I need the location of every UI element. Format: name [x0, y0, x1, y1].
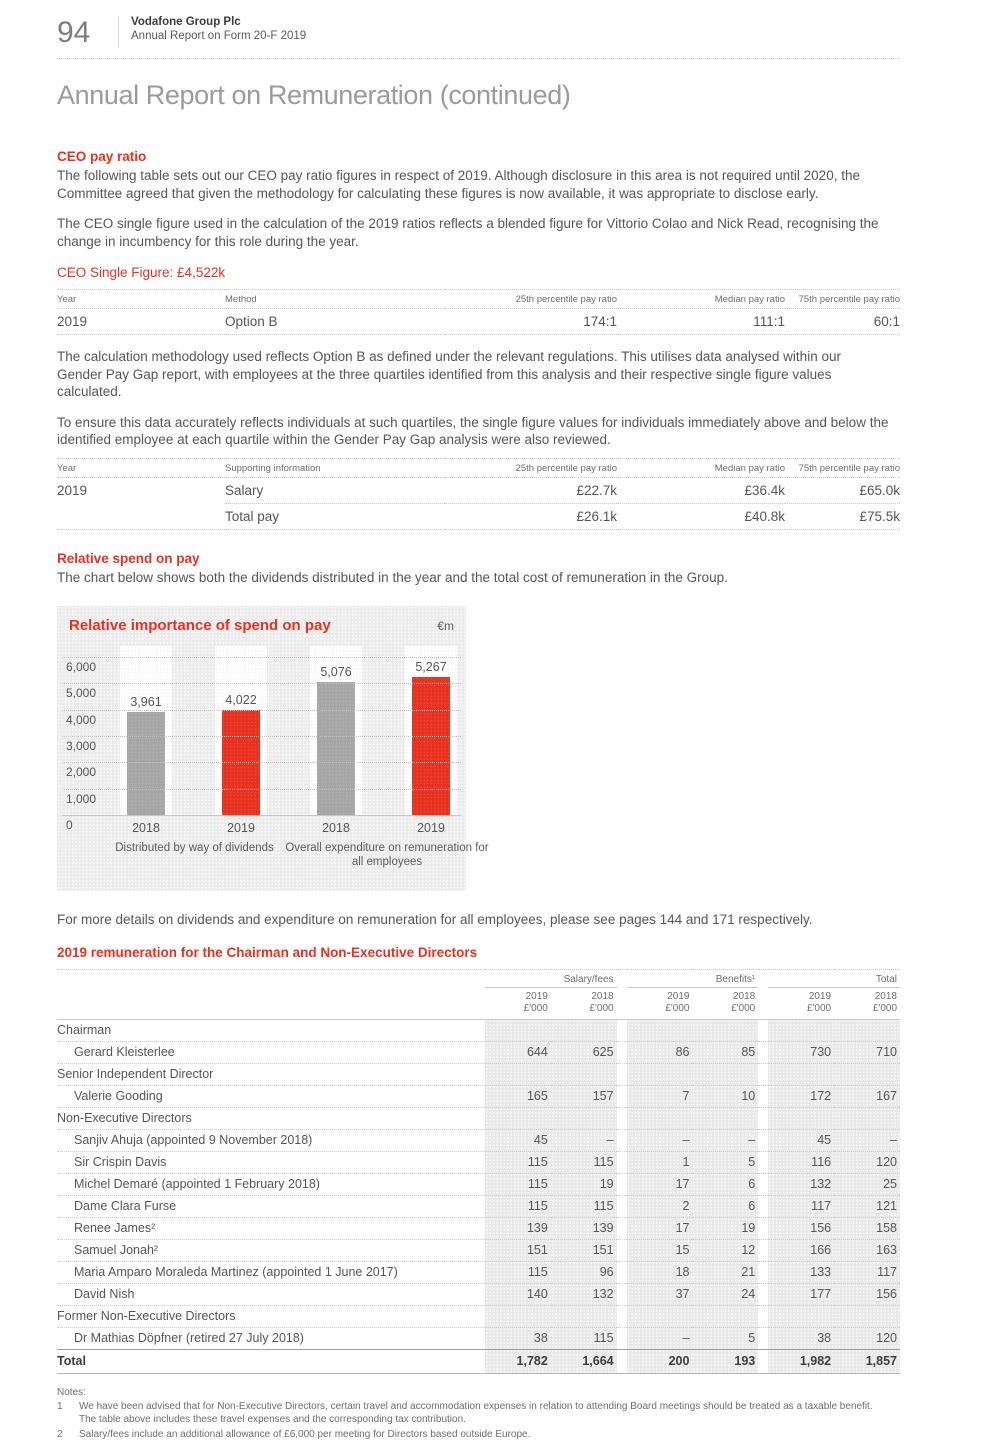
spacer-cell	[57, 969, 485, 987]
cell-value	[551, 1019, 617, 1041]
cell-ratio: 60:1	[785, 309, 900, 335]
spacer-cell	[758, 1041, 768, 1063]
spacer-cell	[617, 1085, 627, 1107]
cell-value: 86	[627, 1041, 693, 1063]
spacer-cell	[617, 1063, 627, 1085]
column-header: 2018 £'000	[551, 987, 617, 1019]
cell-value: £26.1k	[445, 503, 617, 529]
cell-value: 1	[627, 1151, 693, 1173]
spacer-cell	[617, 1151, 627, 1173]
gridline	[62, 710, 461, 711]
paragraph: The CEO single figure used in the calculation of the 2019 ratios reflects a blended figure for Vittorio Colao and Nick Read, recognising the change in incumbency for this role during the year.	[57, 216, 879, 249]
cell-value: 177	[768, 1283, 834, 1305]
cell-value: 115	[551, 1195, 617, 1217]
cell-value: 12	[692, 1239, 758, 1261]
note-item	[57, 1428, 892, 1441]
table-row	[57, 1195, 900, 1217]
cell-value: 115	[551, 1151, 617, 1173]
note-number: 1	[57, 1400, 63, 1412]
cell-value: 115	[485, 1173, 551, 1195]
cell-ratio: 111:1	[617, 309, 785, 335]
cell-value: 1,857	[834, 1349, 900, 1373]
cell-value	[627, 1107, 693, 1129]
bar-2018-remuneration	[317, 682, 355, 816]
chart-column-band	[405, 646, 457, 816]
row-label: Dr Mathias Döpfner (retired 27 July 2018)	[57, 1327, 485, 1349]
x-axis-tick-label: 2018	[132, 821, 160, 835]
header-divider	[118, 16, 119, 48]
cell-value: 85	[692, 1041, 758, 1063]
cell-value: 120	[834, 1327, 900, 1349]
spacer-cell	[758, 1283, 768, 1305]
bar-value-label: 5,267	[415, 660, 447, 675]
cell-year: 2019	[57, 309, 225, 335]
cell-value: 2	[627, 1195, 693, 1217]
gridline	[62, 683, 461, 684]
column-header: 2019 £'000	[768, 987, 834, 1019]
table-row	[57, 1129, 900, 1151]
page-number: 94	[57, 16, 91, 49]
bar-value-label: 3,961	[130, 694, 162, 709]
cell-value: 117	[834, 1261, 900, 1283]
cell-year	[57, 503, 225, 529]
cell-value: 19	[551, 1173, 617, 1195]
spacer-cell	[617, 987, 627, 1019]
spacer-cell	[758, 1261, 768, 1283]
cell-year: 2019	[57, 482, 88, 498]
row-label: Senior Independent Director	[57, 1063, 485, 1085]
cell-value: 25	[834, 1173, 900, 1195]
chart-group-captions	[57, 841, 489, 877]
table-row	[57, 1239, 900, 1261]
bar-value-label: 5,076	[320, 665, 352, 680]
cell-label: Salary	[225, 477, 445, 503]
cell-value: 625	[551, 1041, 617, 1063]
row-label: Former Non-Executive Directors	[57, 1305, 485, 1327]
spacer-cell	[758, 1217, 768, 1239]
spacer-cell	[758, 1239, 768, 1261]
spacer-cell	[57, 987, 485, 1019]
table-section-row	[57, 1305, 900, 1327]
note-number: 2	[57, 1428, 63, 1440]
row-label: Non-Executive Directors	[57, 1107, 485, 1129]
cell-value	[834, 1107, 900, 1129]
row-label: Sir Crispin Davis	[57, 1151, 485, 1173]
cell-value	[692, 1107, 758, 1129]
cell-value: £40.8k	[617, 503, 785, 529]
page-title: Annual Report on Remuneration (continued)	[57, 80, 571, 110]
table-row	[57, 1261, 900, 1283]
paragraph: The following table sets out our CEO pay ratio figures in respect of 2019. Although disclosure in this area is not required until 2020, the Committee agreed that given the methodology for calculating these figures is now available, it was appropriate to disclose early.	[57, 168, 860, 201]
cell-value	[834, 1063, 900, 1085]
row-label: Chairman	[57, 1022, 112, 1037]
x-axis-tick-label: 2018	[322, 821, 350, 835]
cell-value: 156	[834, 1283, 900, 1305]
column-header: 2018 £'000	[834, 987, 900, 1019]
section-heading-ceo-pay-ratio: CEO pay ratio	[57, 149, 147, 164]
ceo-pay-ratio-table	[57, 289, 900, 335]
cell-value: 115	[551, 1327, 617, 1349]
spacer-cell	[617, 1195, 627, 1217]
cell-value: 117	[768, 1195, 834, 1217]
cell-value	[768, 1019, 834, 1041]
x-axis-tick-label: 2019	[227, 821, 255, 835]
cell-value: 6	[692, 1173, 758, 1195]
cell-value: 116	[768, 1151, 834, 1173]
row-label: Dame Clara Furse	[57, 1195, 485, 1217]
cell-value: 132	[551, 1283, 617, 1305]
cell-value: –	[834, 1129, 900, 1151]
brand-subtitle: Annual Report on Form 20-F 2019	[131, 30, 307, 42]
cell-value: £22.7k	[445, 477, 617, 503]
column-header: Median pay ratio	[617, 458, 785, 477]
spacer-cell	[617, 1349, 627, 1373]
cell-value	[485, 1019, 551, 1041]
row-label: David Nish	[57, 1283, 485, 1305]
cell-label: Total pay	[225, 503, 445, 529]
column-header: 75th percentile pay ratio	[785, 458, 900, 477]
spacer-cell	[617, 1107, 627, 1129]
cell-value: 21	[692, 1261, 758, 1283]
cell-value: 156	[768, 1217, 834, 1239]
remuneration-table-body	[57, 1019, 900, 1373]
table-subheader-row	[57, 987, 900, 1019]
cell-value: –	[627, 1129, 693, 1151]
cell-method: Option B	[225, 309, 445, 335]
table-header-row	[57, 290, 900, 309]
cell-value	[627, 1019, 693, 1041]
spacer-cell	[617, 1019, 627, 1041]
table-row	[57, 477, 900, 503]
table-section-row	[57, 1019, 900, 1041]
cell-value	[551, 1305, 617, 1327]
cell-value: 151	[551, 1239, 617, 1261]
section-heading-relative-spend: Relative spend on pay	[57, 550, 200, 566]
table-row	[57, 503, 900, 529]
cell-value: 133	[768, 1261, 834, 1283]
gridline	[62, 657, 461, 658]
row-label: Renee James²	[57, 1217, 485, 1239]
cell-value: 644	[485, 1041, 551, 1063]
cell-value: 165	[485, 1085, 551, 1107]
note-item	[57, 1400, 892, 1426]
cell-value: 730	[768, 1041, 834, 1063]
cell-value	[768, 1107, 834, 1129]
row-label: Michel Demaré (appointed 1 February 2018)	[57, 1173, 485, 1195]
cell-value: £75.5k	[785, 503, 900, 529]
spacer-cell	[617, 1173, 627, 1195]
group-header-benefits: Benefits¹	[627, 969, 759, 987]
spacer-cell	[758, 1107, 768, 1129]
y-axis-tick-label: 1,000	[66, 791, 97, 806]
cell-value: 163	[834, 1239, 900, 1261]
table-row	[57, 309, 900, 335]
gridline	[62, 789, 461, 790]
y-axis-tick-label: 0	[66, 818, 73, 832]
cell-value	[834, 1305, 900, 1327]
bar-2019-remuneration	[412, 677, 450, 816]
cell-value: 115	[485, 1261, 551, 1283]
spacer-cell	[758, 1195, 768, 1217]
cell-value: 19	[692, 1217, 758, 1239]
cell-value	[768, 1305, 834, 1327]
chart-caption-remuneration: Overall expenditure on remuneration for all employees	[285, 842, 489, 868]
y-axis-tick-label: 2,000	[66, 765, 97, 780]
table-section-row	[57, 1063, 900, 1085]
row-label: Samuel Jonah²	[57, 1239, 485, 1261]
cell-ratio: 174:1	[445, 309, 617, 335]
column-header: 75th percentile pay ratio	[785, 290, 900, 309]
x-axis-tick-label: 2019	[417, 821, 445, 835]
column-header: Year	[57, 290, 225, 309]
ceo-single-figure: CEO Single Figure: £4,522k	[57, 265, 226, 280]
quartile-supporting-table	[57, 458, 900, 530]
cell-value	[551, 1107, 617, 1129]
gridline	[62, 736, 461, 737]
cell-value: 45	[768, 1129, 834, 1151]
cell-value: 1,982	[768, 1349, 834, 1373]
y-axis-tick-label: 4,000	[66, 712, 97, 727]
cell-value: 139	[551, 1217, 617, 1239]
cell-value: 140	[485, 1283, 551, 1305]
cell-value: 158	[834, 1217, 900, 1239]
spacer-cell	[758, 1151, 768, 1173]
cell-value	[627, 1063, 693, 1085]
cell-value: –	[692, 1129, 758, 1151]
spacer-cell	[617, 1283, 627, 1305]
cell-value: 45	[485, 1129, 551, 1151]
y-axis-tick-label: 5,000	[66, 686, 97, 701]
cell-value: 38	[485, 1327, 551, 1349]
bar-2018-dividends	[127, 712, 165, 816]
column-header: 25th percentile pay ratio	[445, 458, 617, 477]
y-axis-tick-label: 3,000	[66, 739, 97, 753]
note-text: We have been advised that for Non-Executive Directors, certain travel and accommodation expenses in relation to attending Board meetings should be treated as a taxable benefit. The table above includes these travel expenses and the corresponding tax contribution.	[79, 1400, 873, 1425]
cell-value: 7	[627, 1085, 693, 1107]
notes-section	[57, 1387, 900, 1441]
cell-value: 193	[692, 1349, 758, 1373]
cell-value: 710	[834, 1041, 900, 1063]
cell-value: £65.0k	[785, 477, 900, 503]
cell-value: £36.4k	[617, 477, 785, 503]
cell-value: 96	[551, 1261, 617, 1283]
y-axis-tick-label: 6,000	[66, 660, 97, 674]
spacer-cell	[758, 1173, 768, 1195]
cell-value: 10	[692, 1085, 758, 1107]
spacer-cell	[758, 969, 768, 987]
cell-value: 139	[485, 1217, 551, 1239]
spacer-cell	[617, 1261, 627, 1283]
cell-value: 200	[627, 1349, 693, 1373]
gridline	[62, 762, 461, 763]
spacer-cell	[617, 1217, 627, 1239]
cell-value	[834, 1019, 900, 1041]
cell-value: 18	[627, 1261, 693, 1283]
cell-value: 132	[768, 1173, 834, 1195]
cell-value	[485, 1063, 551, 1085]
table-group-header-row	[57, 969, 900, 987]
spacer-cell	[758, 1305, 768, 1327]
column-header: Year	[57, 458, 225, 477]
spacer-cell	[758, 1129, 768, 1151]
column-header: 2019 £'000	[627, 987, 693, 1019]
cell-value: 5	[692, 1151, 758, 1173]
cell-value: 172	[768, 1085, 834, 1107]
cell-value	[768, 1063, 834, 1085]
chart-column-band	[120, 646, 172, 816]
cell-value: 166	[768, 1239, 834, 1261]
cell-value: 115	[485, 1195, 551, 1217]
cell-value: 1,664	[551, 1349, 617, 1373]
cell-value	[692, 1063, 758, 1085]
column-header: Median pay ratio	[617, 290, 785, 309]
chart-title: Relative importance of spend on pay	[69, 617, 331, 634]
spacer-cell	[758, 1085, 768, 1107]
spacer-cell	[617, 969, 627, 987]
chart-unit-label: €m	[437, 619, 454, 633]
cell-value: 121	[834, 1195, 900, 1217]
page-header	[57, 0, 900, 59]
spacer-cell	[758, 1349, 768, 1373]
cell-value: 17	[627, 1217, 693, 1239]
table-section-row	[57, 1107, 900, 1129]
row-label: Valerie Gooding	[57, 1085, 485, 1107]
paragraph: The chart below shows both the dividends distributed in the year and the total cost of remuneration in the Group.	[57, 569, 728, 585]
cell-value: 17	[627, 1173, 693, 1195]
spacer-cell	[758, 1019, 768, 1041]
cell-value: 120	[834, 1151, 900, 1173]
paragraph: The calculation methodology used reflects Option B as defined under the relevant regulations. This utilises data analysed within our Gender Pay Gap report, with employees at the three quartiles identified from this analysis and their respective single figure values calculated.	[57, 349, 841, 399]
cell-value	[551, 1063, 617, 1085]
chart-header	[57, 617, 466, 634]
brand-block	[131, 16, 306, 42]
brand-name: Vodafone Group Plc	[131, 16, 241, 28]
table-row	[57, 1283, 900, 1305]
x-axis-baseline	[62, 815, 461, 816]
spacer-cell	[617, 1327, 627, 1349]
table-header-row	[57, 458, 900, 477]
table-row	[57, 1217, 900, 1239]
cell-value: 115	[485, 1151, 551, 1173]
table-total-row	[57, 1349, 900, 1373]
spacer-cell	[758, 1063, 768, 1085]
group-header-salary-fees: Salary/fees	[485, 969, 617, 987]
row-label: Sanjiv Ahuja (appointed 9 November 2018)	[57, 1129, 485, 1151]
section-heading-remuneration: 2019 remuneration for the Chairman and Non-Executive Directors	[57, 944, 478, 960]
column-header: Method	[225, 290, 445, 309]
table-row	[57, 1041, 900, 1063]
row-label: Maria Amparo Moraleda Martinez (appointed 1 June 2017)	[57, 1261, 485, 1283]
cell-value: 38	[768, 1327, 834, 1349]
paragraph: To ensure this data accurately reflects individuals at such quartiles, the single figure values for individuals immediately above and below the identified employee at each quartile within the Gender Pay Gap analysis were also reviewed.	[57, 414, 889, 447]
cell-value	[692, 1019, 758, 1041]
cell-value: 5	[692, 1327, 758, 1349]
column-header: 2018 £'000	[692, 987, 758, 1019]
cell-value: –	[551, 1129, 617, 1151]
table-row	[57, 1085, 900, 1107]
cell-value: 6	[692, 1195, 758, 1217]
spacer-cell	[758, 1327, 768, 1349]
chart-bands	[120, 646, 457, 816]
column-header: Supporting information	[225, 458, 445, 477]
column-header: 25th percentile pay ratio	[445, 290, 617, 309]
spacer-cell	[758, 987, 768, 1019]
cell-value: 37	[627, 1283, 693, 1305]
cell-value: 1,782	[485, 1349, 551, 1373]
chart-column-band	[215, 646, 267, 816]
cell-value: 157	[551, 1085, 617, 1107]
spacer-cell	[617, 1041, 627, 1063]
table-row	[57, 1327, 900, 1349]
cell-value: –	[627, 1327, 693, 1349]
spacer-cell	[617, 1239, 627, 1261]
chart-caption-dividends: Distributed by way of dividends	[115, 842, 274, 854]
chart-x-labels	[120, 821, 466, 835]
cell-value: 15	[627, 1239, 693, 1261]
bar-value-label: 4,022	[225, 693, 257, 708]
chart-column-band	[310, 646, 362, 816]
notes-title: Notes:	[57, 1386, 86, 1398]
spend-on-pay-chart	[57, 606, 489, 891]
cell-value	[692, 1305, 758, 1327]
group-header-total: Total	[768, 969, 900, 987]
cell-value: 167	[834, 1085, 900, 1107]
cell-value: 151	[485, 1239, 551, 1261]
row-label: Gerard Kleisterlee	[57, 1041, 485, 1063]
spacer-cell	[617, 1305, 627, 1327]
note-text: Salary/fees include an additional allowance of £6,000 per meeting for Directors based outside Europe.	[79, 1428, 531, 1440]
cell-value	[627, 1305, 693, 1327]
table-row	[57, 1173, 900, 1195]
table-row	[57, 1151, 900, 1173]
spacer-cell	[617, 1129, 627, 1151]
column-header: 2019 £'000	[485, 987, 551, 1019]
remuneration-table	[57, 969, 900, 1374]
paragraph: For more details on dividends and expenditure on remuneration for all employees, please see pages 144 and 171 respectively.	[57, 912, 813, 927]
cell-value: 24	[692, 1283, 758, 1305]
cell-value	[485, 1107, 551, 1129]
row-label: Total	[57, 1349, 485, 1373]
cell-value	[485, 1305, 551, 1327]
